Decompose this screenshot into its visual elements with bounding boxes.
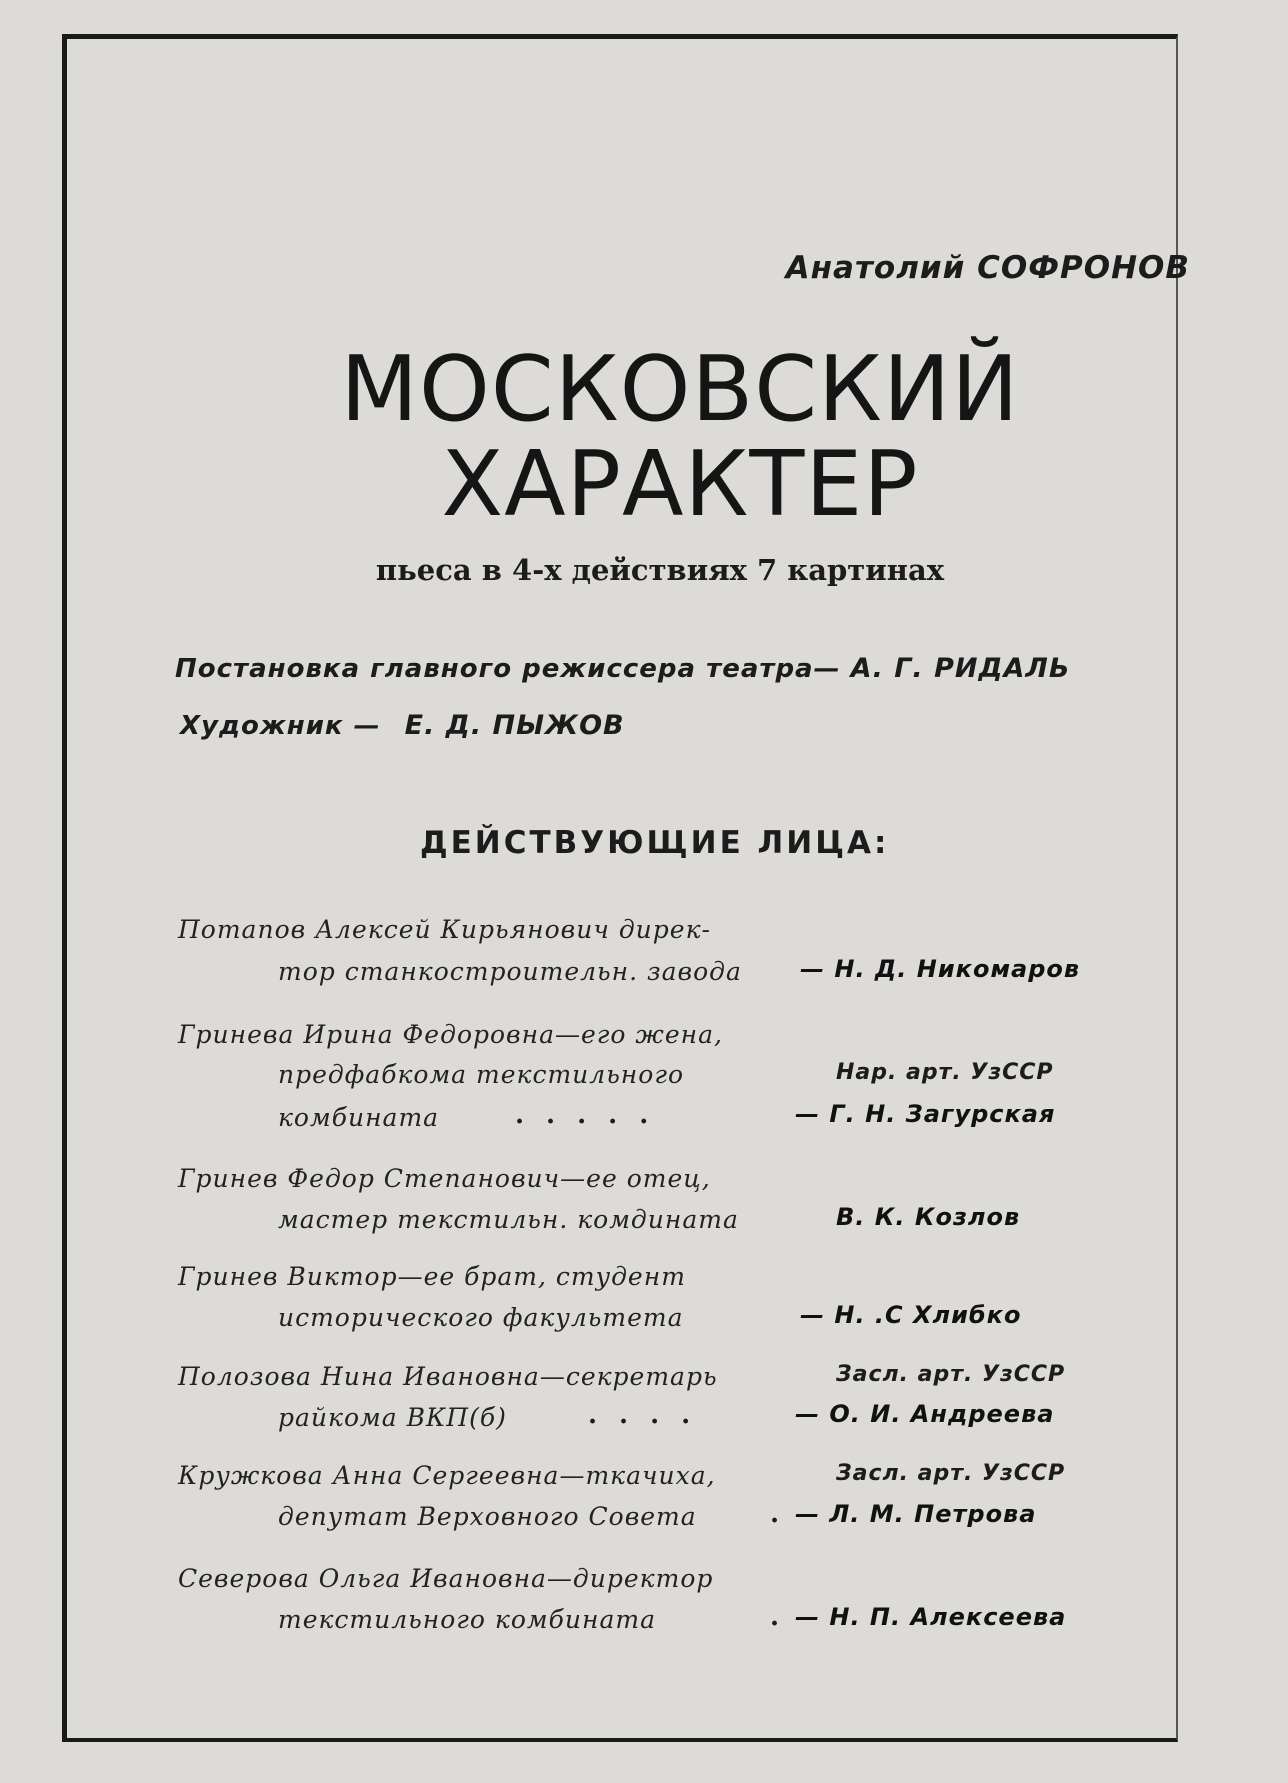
play-title-line-2: ХАРАКТЕР xyxy=(441,432,919,537)
cast-role-line: Северова Ольга Ивановна—директор xyxy=(178,1564,714,1593)
cast-role-line: депутат Верховного Совета xyxy=(278,1502,697,1531)
cast-role-line: Гринев Виктор—ее брат, студент xyxy=(178,1262,686,1291)
play-subtitle: пьеса в 4-х действиях 7 картинах xyxy=(375,553,945,587)
cast-actor: — Л. М. Петрова xyxy=(795,1500,1037,1528)
cast-actor: — Н. Д. Никомаров xyxy=(800,955,1081,983)
cast-role-line: Кружкова Анна Сергеевна—ткачиха, xyxy=(178,1461,716,1490)
cast-role-line: исторического факультета xyxy=(278,1303,684,1332)
designer-credit xyxy=(180,710,625,741)
director-name: А. Г. РИДАЛЬ xyxy=(850,653,1071,684)
leader-dots: ..... xyxy=(515,1100,671,1130)
cast-actor-title: Засл. арт. УзССР xyxy=(836,1362,1066,1387)
leader-dots: . xyxy=(770,1499,802,1529)
designer-name: Е. Д. ПЫЖОВ xyxy=(404,710,625,741)
cast-role-line: Гринева Ирина Федоровна—его жена, xyxy=(178,1020,723,1049)
cast-role-line: текстильного комбината xyxy=(278,1605,656,1634)
cast-actor: В. К. Козлов xyxy=(836,1203,1021,1231)
cast-role-line: Полозова Нина Ивановна—секретарь xyxy=(178,1362,718,1391)
cast-actor-title: Нар. арт. УзССР xyxy=(836,1060,1054,1085)
cast-heading: ДЕЙСТВУЮЩИЕ ЛИЦА: xyxy=(420,825,890,861)
cast-role-line: тор станкостроительн. завода xyxy=(278,957,742,986)
author-name: Анатолий СОФРОНОВ xyxy=(785,250,1190,286)
cast-role-line: комбината xyxy=(278,1103,440,1132)
cast-actor: — Г. Н. Загурская xyxy=(795,1100,1056,1128)
director-label: Постановка главного режиссера театра— xyxy=(175,654,841,684)
leader-dots: . xyxy=(770,1602,802,1632)
cast-actor-title: Засл. арт. УзССР xyxy=(836,1461,1066,1486)
cast-role-line: предфабкома текстильного xyxy=(278,1060,685,1089)
cast-role-line: райкома ВКП(б) xyxy=(278,1403,507,1432)
cast-role-line: Гринев Федор Степанович—ее отец, xyxy=(178,1164,711,1193)
director-credit xyxy=(175,653,1070,684)
cast-actor: — Н. П. Алексеева xyxy=(795,1603,1067,1631)
leader-dots: .... xyxy=(588,1400,713,1430)
cast-role-line: Потапов Алексей Кирьянович дирек- xyxy=(178,915,711,944)
designer-label: Художник — xyxy=(180,711,381,741)
cast-actor: — Н. .С Хлибко xyxy=(800,1301,1022,1329)
cast-actor: — О. И. Андреева xyxy=(795,1400,1055,1428)
play-title-line-1: МОСКОВСКИЙ xyxy=(340,337,1020,442)
cast-role-line: мастер текстильн. комдината xyxy=(278,1205,739,1234)
